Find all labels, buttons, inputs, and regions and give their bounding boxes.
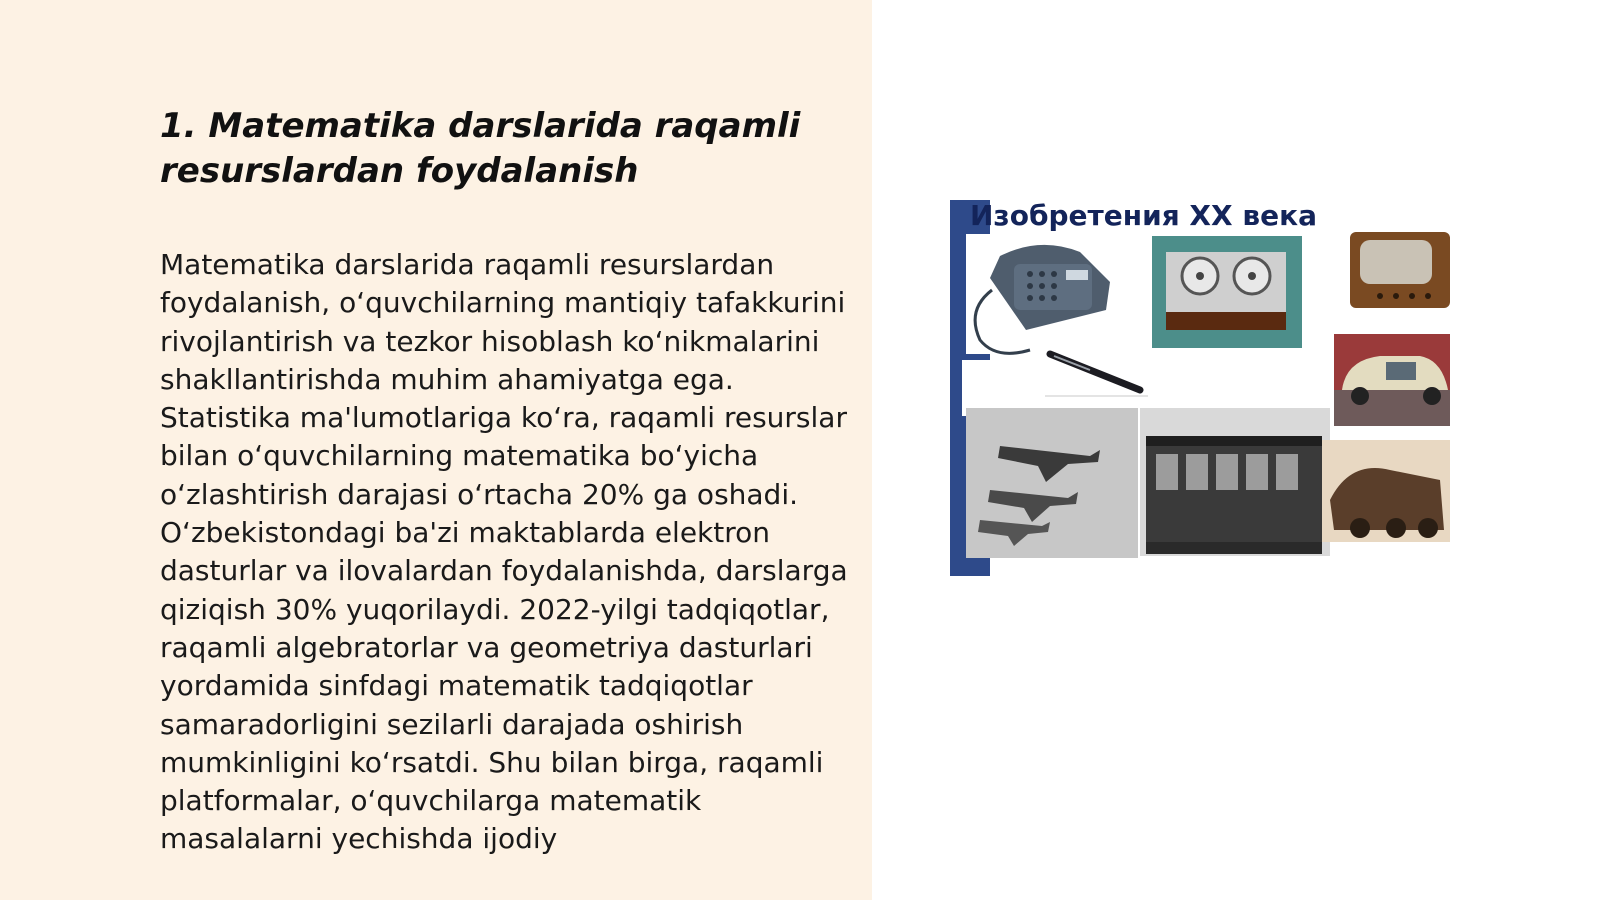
tram-photo <box>1140 408 1330 556</box>
picture-caption: Изобретения XX века <box>970 200 1317 232</box>
airplanes-photo <box>966 408 1138 558</box>
slide-body-text: Matematika darslarida raqamli resurslardan foydalanish, o‘quvchilarning mantiqiy tafakkurini rivojlantirish va tezkor hisoblash ko‘nikmalarini shakllantirishda muhim ahamiyatga ega. Statistika ma'lumotlariga ko‘ra, raqamli resurslar bilan o‘quvchilarning matematika bo‘yicha o‘zlashtirish darajasi o‘rtacha 20% ga oshadi. O‘zbekistondagi ba'zi maktablarda elektron dasturlar va ilovalardan foydalanishda, darslarga qiziqish 30% yuqorilaydi. 2022-yilgi tadqiqotlar, raqamli algebratorlar va geometriya dasturlari yordamida sinfdagi matematik tadqiqotlar samaradorligini sezilarli darajada oshirish mumkinligini ko‘rsatdi. Shu bilan birga, raqamli platformalar, o‘quvchilarga matematik masalalarni yechishda ijodiy <box>160 248 848 856</box>
locomotive-photo <box>1322 440 1450 542</box>
collage-photos <box>950 200 1450 576</box>
tape-recorder-photo <box>1152 236 1302 348</box>
television-photo <box>1338 226 1450 316</box>
telephone-photo <box>966 234 1116 354</box>
inventions-collage-image <box>950 200 1450 576</box>
car-photo <box>1334 334 1450 426</box>
slide-title: 1. Matematika darslarida raqamli resurslardan foydalanish <box>160 106 801 191</box>
pen-photo <box>1040 346 1150 398</box>
